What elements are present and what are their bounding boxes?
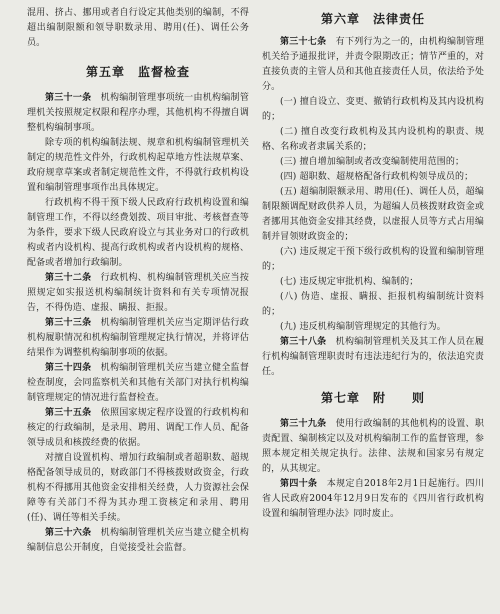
article-34-text: 机构编制管理机关应当建立健全监督检查制度，会同监察机关和其他有关部门对执行机构编制管理规定的情况进行监督检查。 xyxy=(27,363,249,403)
paragraph-31-3: 行政机构不得干预下级人民政府行政机构设置和编制管理工作，不得以经费划拨、项目审批、考核督查等为条件，要求下级人民政府设立与其业务对口的行政机构或者内设机构、提高行政机构或者内设机构的规格、配备或者增加行政编制。 xyxy=(27,198,249,268)
article-31-text: 机构编制管理事项统一由机构编制管理机关按照规定权限和程序办理，其他机构不得擅自调整机构编制事项。 xyxy=(27,93,249,133)
list-item: (五) 超编制限额录用、聘用(任)、调任人员，超编制限额调配财政供养人员，为超编人员核拨财政资金或者挪用其他资金安排其经费，以虚报人员等方式占用编制并冒领财政资金的； xyxy=(262,187,484,242)
article-35-label: 第三十五条 xyxy=(45,408,92,418)
list-item: (三) 擅自增加编制或者改变编制使用范围的； xyxy=(280,157,465,167)
article-35 xyxy=(27,406,249,451)
article-31 xyxy=(27,91,249,136)
article-32 xyxy=(27,271,249,316)
list-item: (四) 超职数、超规格配备行政机构领导成员的； xyxy=(280,172,474,182)
article-37-text: 有下列行为之一的，由机构编制管理机关给予通报批评，并责令限期改正；情节严重的，对直接负责的主管人员和其他直接责任人员，依法给予处分。 xyxy=(262,37,484,92)
list-item: (六) 违反规定干预下级行政机构的设置和编制管理的； xyxy=(262,247,484,272)
list-item: (二) 擅自改变行政机构及其内设机构的职责、规格、名称或者隶属关系的； xyxy=(262,127,484,152)
article-36 xyxy=(27,526,249,556)
article-34-label: 第三十四条 xyxy=(45,363,92,373)
article-36-label: 第三十六条 xyxy=(45,528,92,538)
article-38-text: 机构编制管理机关及其工作人员在履行机构编制管理职责时有违法违纪行为的，依法追究责任。 xyxy=(262,337,484,377)
list-item: (七) 违反规定审批机构、编制的； xyxy=(280,277,419,287)
article-39-text: 使用行政编制的其他机构的设置、职责配置、编制核定以及对机构编制工作的监督管理，参照本规定相关规定执行。法律、法规和国家另有规定的，从其规定。 xyxy=(262,419,484,474)
article-32-text: 行政机构、机构编制管理机关应当按照规定如实报送机构编制统计资料和有关专项情况报告，不得伪造、虚报、瞒报、拒报。 xyxy=(27,273,249,313)
article-38 xyxy=(262,335,484,380)
right-column xyxy=(262,6,484,522)
article-39 xyxy=(262,417,484,477)
chapter-5-title: 第五章 监督检查 xyxy=(85,65,190,79)
left-column xyxy=(27,6,249,556)
article-35-text: 依照国家规定程序设置的行政机构和核定的行政编制，是录用、聘用、调配工作人员、配备领导成员和核拨经费的依据。 xyxy=(27,408,249,448)
article-39-label: 第三十九条 xyxy=(280,419,327,429)
article-33-text: 机构编制管理机关应当定期评估行政机构履职情况和机构编制管理规定执行情况，并将评估结果作为调整机构编制事项的依据。 xyxy=(27,318,249,358)
list-item: (一) 擅自设立、变更、撤销行政机构及其内设机构的； xyxy=(262,97,484,122)
article-33-label: 第三十三条 xyxy=(45,318,92,328)
chapter-6-title: 第六章 法律责任 xyxy=(320,12,425,26)
article-40-label: 第四十条 xyxy=(280,479,318,489)
article-40 xyxy=(262,477,484,522)
article-40-text: 本规定自2018年2月1日起施行。四川省人民政府2004年12月9日发布的《四川省行政机构设置和编制管理办法》同时废止。 xyxy=(262,479,485,519)
article-37 xyxy=(262,35,484,95)
article-38-label: 第三十八条 xyxy=(280,337,327,347)
article-33 xyxy=(27,316,249,361)
article-32-label: 第三十二条 xyxy=(45,273,92,283)
paragraph-31-2: 除专项的机构编制法规、规章和机构编制管理机关制定的规范性文件外，行政机构起草地方性法规草案、政府规章草案或者制定规范性文件，不得就行政机构设置和编制管理事项作出具体规定。 xyxy=(27,138,249,193)
article-37-label: 第三十七条 xyxy=(280,37,327,47)
article-34 xyxy=(27,361,249,406)
article-31-label: 第三十一条 xyxy=(45,93,92,103)
list-item: (八) 伪造、虚报、瞒报、拒报机构编制统计资料的； xyxy=(262,292,484,317)
paragraph-35-2: 对擅自设置机构、增加行政编制或者超职数、超规格配备领导成员的，财政部门不得核拨财政资金，行政机构不得挪用其他资金安排相关经费，人力资源社会保障等有关部门不得为其办理工资核定和录用、聘用(任)、调任等相关手续。 xyxy=(27,453,249,523)
article-36-text: 机构编制管理机关应当建立健全机构编制信息公开制度，自觉接受社会监督。 xyxy=(27,528,249,553)
list-item: (九) 违反机构编制管理规定的其他行为。 xyxy=(280,322,446,332)
continued-paragraph: 混用、挤占、挪用或者自行设定其他类别的编制，不得超出编制限额和领导职数录用、聘用(任)、调任公务员。 xyxy=(27,8,249,48)
chapter-7-title: 第七章 附 则 xyxy=(320,391,425,405)
